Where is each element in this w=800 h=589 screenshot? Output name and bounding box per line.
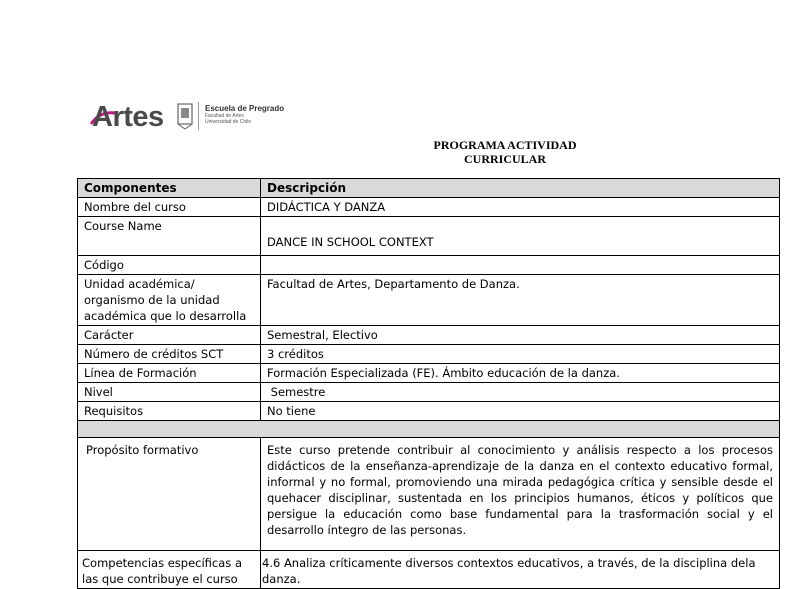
row-value	[261, 256, 780, 275]
row-value: Formación Especializada (FE). Ámbito educación de la danza.	[261, 364, 780, 383]
section-divider	[78, 421, 780, 438]
header-componentes: Componentes	[78, 179, 261, 198]
logo-line-3: Universidad de Chile	[205, 119, 252, 125]
page-title	[400, 138, 610, 166]
course-name-value: DANCE IN SCHOOL CONTEXT	[267, 235, 434, 249]
table-header-row	[78, 179, 780, 198]
logo-line-2: Facultad de Artes	[205, 113, 244, 119]
row-label: Propósito formativo	[78, 438, 261, 551]
table-row	[78, 345, 780, 364]
row-label: Nivel	[78, 383, 261, 402]
row-label: Competencias específicas a las que contribuye el curso	[78, 551, 261, 589]
university-seal-icon	[176, 102, 194, 130]
row-value: Facultad de Artes, Departamento de Danza.	[261, 275, 780, 326]
table-row	[78, 438, 780, 551]
row-label: Unidad académica/ organismo de la unidad académica que lo desarrolla	[78, 275, 261, 326]
table-row	[78, 551, 780, 589]
table-row	[78, 383, 780, 402]
row-label: Código	[78, 256, 261, 275]
table-row	[78, 402, 780, 421]
row-value: Semestre	[261, 383, 780, 402]
row-value: Este curso pretende contribuir al conocimiento y análisis respecto a los procesos didácticos de la enseñanza-aprendizaje de la danza en el contexto educativo formal, informal y no formal, promoviendo una mirada pedagógica crítica y sensible desde el quehacer disciplinar, sustentada en los principios humanos, éticos y políticos que persigue la educación como base fundamental para la trasformación social y el desarrollo íntegro de las personas.	[261, 438, 780, 551]
table-row	[78, 275, 780, 326]
row-value: DIDÁCTICA Y DANZA	[261, 198, 780, 217]
curriculum-table	[77, 178, 780, 589]
title-line-2: CURRICULAR	[463, 152, 546, 166]
table-row	[78, 256, 780, 275]
row-value: 3 créditos	[261, 345, 780, 364]
logo-wordmark: Artes	[92, 101, 164, 133]
row-label: Número de créditos SCT	[78, 345, 261, 364]
logo-separator	[198, 102, 199, 130]
table-row	[78, 364, 780, 383]
row-label: Requisitos	[78, 402, 261, 421]
row-label: Nombre del curso	[78, 198, 261, 217]
table-row	[78, 217, 780, 256]
section-divider-row	[78, 421, 780, 438]
title-line-1: PROGRAMA ACTIVIDAD	[433, 138, 577, 152]
header-descripcion: Descripción	[261, 179, 780, 198]
row-value	[261, 217, 780, 256]
logo-line-1: Escuela de Pregrado	[205, 104, 285, 113]
row-value: No tiene	[261, 402, 780, 421]
row-label: Course Name	[78, 217, 261, 256]
row-label: Carácter	[78, 326, 261, 345]
table-row	[78, 326, 780, 345]
logo-text	[205, 104, 284, 125]
table-row	[78, 198, 780, 217]
row-value: 4.6 Analiza críticamente diversos contextos educativos, a través, de la disciplina dela danza.	[261, 551, 780, 589]
row-value: Semestral, Electivo	[261, 326, 780, 345]
row-label: Línea de Formación	[78, 364, 261, 383]
